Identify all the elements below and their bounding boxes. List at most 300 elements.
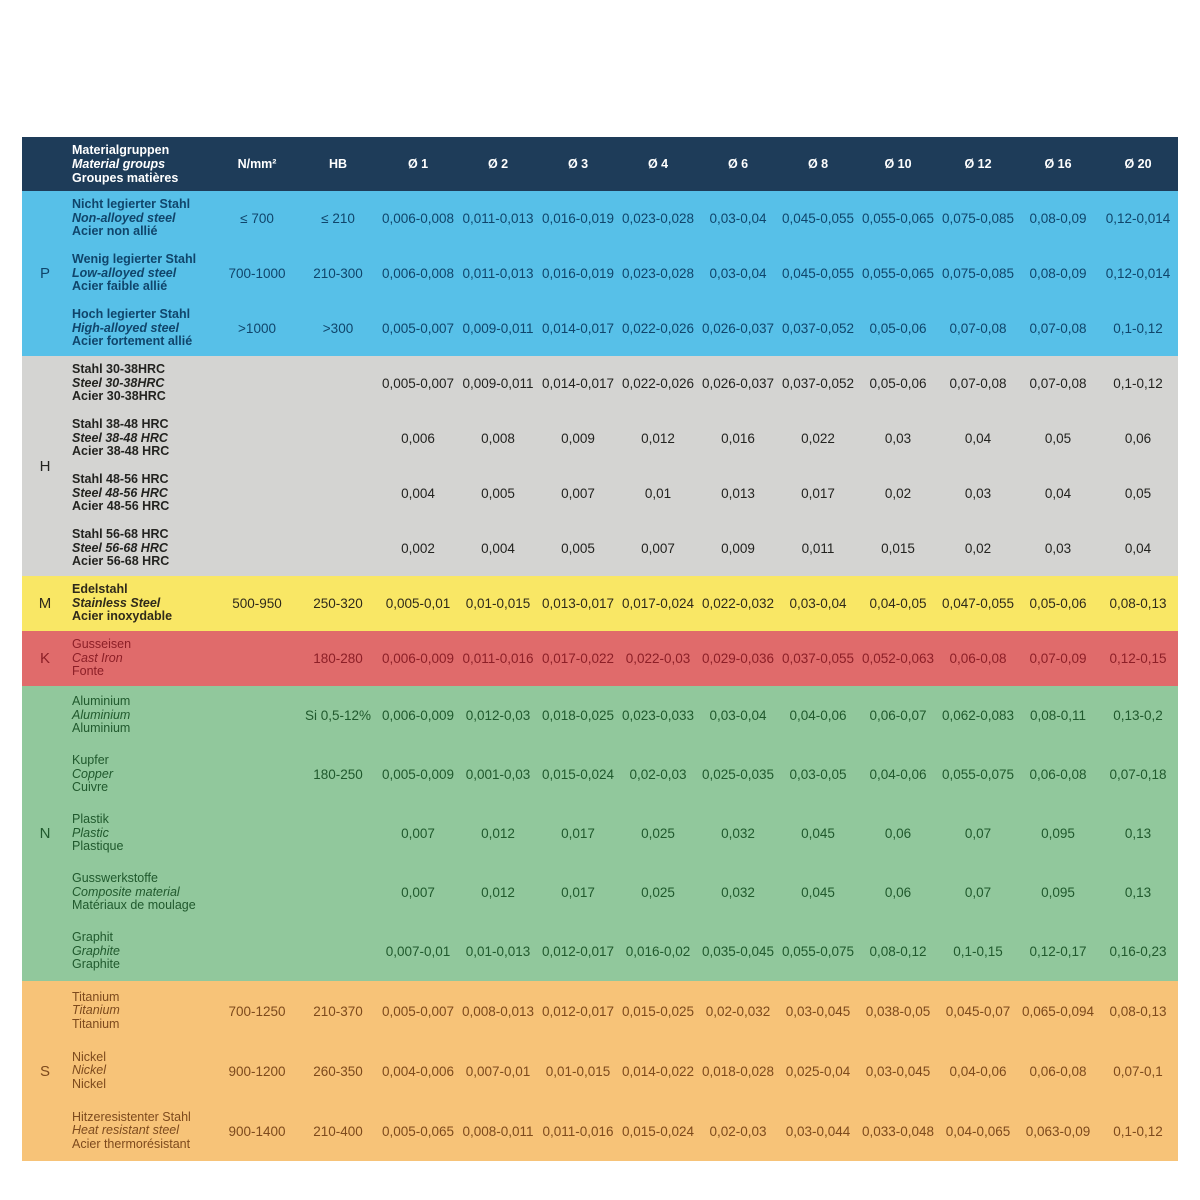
material-label [68, 521, 216, 576]
value-cell: 210-400 [313, 1123, 363, 1139]
value-cell: 0,025-0,035 [701, 767, 775, 782]
section-letter: H [39, 457, 51, 475]
value-cell: 0,005-0,009 [381, 767, 455, 782]
value-cell [298, 356, 378, 411]
value-cell: 0,011-0,016 [462, 651, 534, 666]
value-cell: 0,022-0,03 [625, 651, 691, 666]
value-cell: 0,037-0,052 [781, 376, 855, 391]
value-cell [298, 466, 378, 521]
value-cell: 0,017-0,022 [541, 651, 615, 666]
value-cell: 0,006-0,008 [381, 211, 455, 226]
value-cell: 0,005 [561, 541, 595, 556]
material-label [68, 804, 216, 863]
value-cell: 0,016-0,019 [541, 266, 615, 281]
value-cell: 0,075-0,085 [941, 211, 1015, 226]
value-cell: 0,009-0,011 [462, 376, 534, 391]
value-cell: 0,013-0,017 [541, 596, 615, 611]
table-body [22, 191, 1178, 1161]
value-cell: 0,005-0,01 [385, 596, 451, 611]
value-cell: 0,017 [561, 885, 595, 900]
column-header: Ø 10 [858, 137, 938, 191]
value-cell: 0,008-0,013 [461, 1003, 535, 1019]
value-cell: 0,07-0,18 [1109, 767, 1167, 782]
value-cell: 0,006-0,009 [381, 651, 455, 666]
material-label-en: Nickel [72, 1063, 107, 1078]
value-cell: 0,1-0,12 [1113, 321, 1163, 336]
value-cell: 0,005-0,007 [381, 321, 455, 336]
value-cell: 0,011-0,016 [542, 1123, 614, 1139]
material-label-de: Titanium [72, 989, 120, 1004]
column-header: Ø 20 [1098, 137, 1178, 191]
value-cell: 0,004-0,006 [381, 1063, 455, 1079]
value-cell: 0,13 [1124, 885, 1152, 900]
material-label [68, 1041, 216, 1101]
value-cell: 0,023-0,028 [621, 266, 695, 281]
value-cell: 0,025-0,04 [785, 1063, 851, 1079]
material-label-de: Stahl 56-68 HRC [72, 527, 169, 542]
material-label [68, 981, 216, 1041]
material-label-fr: Matériaux de moulage [72, 898, 196, 913]
value-cell: 0,009 [561, 431, 595, 446]
value-cell: 0,02 [884, 486, 912, 501]
material-label-en: Aluminium [72, 707, 131, 722]
value-cell: 0,006-0,009 [381, 708, 455, 723]
section-letter: P [39, 265, 50, 282]
value-cell: 0,011-0,013 [462, 211, 534, 226]
material-label-en: Cast Iron [72, 650, 123, 665]
material-label-fr: Acier thermorésistant [72, 1136, 191, 1151]
material-label-de: Stahl 48-56 HRC [72, 472, 169, 487]
value-cell: 0,08-0,13 [1109, 596, 1167, 611]
value-cell: 0,01 [644, 486, 672, 501]
value-cell: 0,025 [641, 885, 675, 900]
table-row [22, 863, 1178, 922]
value-cell: 0,008 [481, 431, 515, 446]
value-cell: 0,04-0,06 [869, 767, 927, 782]
material-label-de: Gusswerkstoffe [72, 871, 158, 886]
material-label-fr: Acier 30-38HRC [72, 389, 166, 404]
value-cell: 0,02-0,032 [705, 1003, 771, 1019]
value-cell: Si 0,5-12% [304, 708, 372, 723]
table-row [22, 922, 1178, 981]
value-cell: 0,006 [401, 431, 435, 446]
value-cell: 0,022-0,026 [621, 376, 695, 391]
value-cell: 0,04 [1124, 541, 1152, 556]
value-cell: 0,004 [401, 486, 435, 501]
value-cell: 900-1200 [228, 1063, 286, 1079]
section-letter: M [38, 595, 52, 612]
material-label-en: Stainless Steel [72, 595, 161, 610]
value-cell: 0,05-0,06 [1029, 596, 1087, 611]
value-cell: 0,023-0,028 [621, 211, 695, 226]
material-label-de: Aluminium [72, 694, 131, 709]
value-cell: 0,008-0,011 [462, 1123, 534, 1139]
value-cell: 0,032 [721, 885, 755, 900]
table-row [22, 804, 1178, 863]
value-cell: 0,06 [884, 885, 912, 900]
value-cell: 0,03 [1044, 541, 1072, 556]
value-cell: 0,022-0,026 [621, 321, 695, 336]
column-header: Ø 6 [698, 137, 778, 191]
value-cell: 0,005-0,065 [381, 1123, 455, 1139]
value-cell: 0,012-0,017 [541, 944, 615, 959]
material-label-de: Nicht legierter Stahl [72, 197, 191, 212]
value-cell: 0,007 [561, 486, 595, 501]
material-label-fr: Acier non allié [72, 224, 158, 239]
column-header: Ø 2 [458, 137, 538, 191]
value-cell: 0,009 [721, 541, 755, 556]
value-cell [298, 411, 378, 466]
value-cell [216, 745, 298, 804]
value-cell: 0,014-0,017 [541, 376, 615, 391]
material-label-de: Stahl 30-38HRC [72, 362, 166, 377]
material-groups-header-en: Material groups [72, 157, 166, 171]
column-header: Ø 3 [538, 137, 618, 191]
column-header: Ø 1 [378, 137, 458, 191]
value-cell: 0,025 [641, 826, 675, 841]
table-row [22, 521, 1178, 576]
value-cell: 0,03-0,04 [789, 596, 847, 611]
value-cell: 0,12-0,014 [1105, 211, 1171, 226]
material-label-fr: Acier fortement allié [72, 334, 193, 349]
value-cell: 0,07-0,08 [949, 376, 1007, 391]
material-label [68, 411, 216, 466]
table-row [22, 981, 1178, 1041]
material-label-de: Gusseisen [72, 637, 132, 652]
value-cell: 0,011 [801, 541, 835, 556]
feed-rate-table [22, 137, 1178, 1161]
material-label [68, 631, 216, 686]
value-cell: 0,04-0,065 [945, 1123, 1011, 1139]
material-label-en: Titanium [72, 1003, 120, 1018]
material-groups-header [22, 137, 216, 191]
value-cell: 0,12-0,15 [1109, 651, 1167, 666]
material-label [68, 301, 216, 356]
material-label-en: Composite material [72, 884, 180, 899]
value-cell: 0,001-0,03 [465, 767, 531, 782]
value-cell: 0,037-0,052 [781, 321, 855, 336]
value-cell: 0,08-0,12 [869, 944, 927, 959]
value-cell [216, 631, 298, 686]
material-label [68, 576, 216, 631]
value-cell: 0,012 [481, 885, 515, 900]
column-header: Ø 16 [1018, 137, 1098, 191]
value-cell: 0,06-0,08 [949, 651, 1007, 666]
value-cell: 0,05 [1044, 431, 1072, 446]
value-cell: 0,07-0,1 [1113, 1063, 1163, 1079]
value-cell: 0,035-0,045 [701, 944, 775, 959]
value-cell: 0,04-0,06 [949, 1063, 1007, 1079]
value-cell: 0,002 [401, 541, 435, 556]
value-cell: 0,07-0,08 [949, 321, 1007, 336]
value-cell: 0,08-0,11 [1029, 708, 1087, 723]
value-cell: 0,047-0,055 [941, 596, 1015, 611]
value-cell: 0,01-0,015 [465, 596, 531, 611]
value-cell: 0,018-0,028 [701, 1063, 775, 1079]
value-cell: 0,007 [401, 826, 435, 841]
table-row [22, 411, 1178, 466]
material-label [68, 686, 216, 745]
material-label-en: Copper [72, 766, 113, 781]
value-cell [216, 356, 298, 411]
table-header [22, 137, 1178, 191]
value-cell: 0,011-0,013 [462, 266, 534, 281]
material-label-fr: Aluminium [72, 721, 131, 736]
material-label-en: Steel 38-48 HRC [72, 430, 168, 445]
material-label-de: Nickel [72, 1049, 107, 1064]
value-cell: 0,005-0,007 [381, 1003, 455, 1019]
value-cell: 0,018-0,025 [541, 708, 615, 723]
column-header: N/mm² [216, 137, 298, 191]
value-cell: 0,014-0,022 [621, 1063, 695, 1079]
material-groups-header-de: Materialgruppen [72, 143, 170, 157]
value-cell: 0,095 [1041, 885, 1075, 900]
value-cell: 0,08-0,13 [1109, 1003, 1167, 1019]
value-cell: 0,03-0,045 [785, 1003, 851, 1019]
value-cell: 0,015 [881, 541, 915, 556]
value-cell [216, 466, 298, 521]
value-cell: 0,007 [641, 541, 675, 556]
material-label-fr: Plastique [72, 839, 124, 854]
value-cell [298, 922, 378, 981]
value-cell: 0,02 [964, 541, 992, 556]
value-cell: 0,03-0,045 [865, 1063, 931, 1079]
section-letter: K [39, 650, 50, 667]
value-cell: 0,03-0,04 [709, 708, 767, 723]
value-cell: 0,13 [1124, 826, 1152, 841]
material-label [68, 863, 216, 922]
value-cell: 0,063-0,09 [1025, 1123, 1091, 1139]
material-label-fr: Fonte [72, 664, 104, 679]
table-row [22, 1101, 1178, 1161]
value-cell: 0,07-0,09 [1029, 651, 1087, 666]
value-cell: 0,13-0,2 [1113, 708, 1163, 723]
column-header: Ø 4 [618, 137, 698, 191]
value-cell: 0,015-0,025 [621, 1003, 695, 1019]
value-cell: 0,01-0,015 [545, 1063, 611, 1079]
value-cell: 0,07-0,08 [1029, 376, 1087, 391]
value-cell: 0,03-0,044 [785, 1123, 851, 1139]
material-label-fr: Graphite [72, 957, 120, 972]
table-row [22, 356, 1178, 411]
value-cell: 500-950 [232, 596, 282, 611]
value-cell: 0,065-0,094 [1021, 1003, 1095, 1019]
material-label [68, 191, 216, 246]
value-cell: 0,017-0,024 [621, 596, 695, 611]
value-cell: 0,055-0,075 [941, 767, 1015, 782]
material-label-fr: Cuivre [72, 780, 109, 795]
value-cell: 0,045 [801, 826, 835, 841]
value-cell: 0,016-0,019 [541, 211, 615, 226]
value-cell: 0,009-0,011 [462, 321, 534, 336]
value-cell: 700-1250 [228, 1003, 286, 1019]
value-cell: 0,03-0,04 [709, 266, 767, 281]
value-cell: 0,16-0,23 [1109, 944, 1167, 959]
value-cell: 0,06 [884, 826, 912, 841]
value-cell: 0,02-0,03 [709, 1123, 767, 1139]
value-cell [298, 863, 378, 922]
material-label-fr: Acier inoxydable [72, 609, 173, 624]
value-cell: 0,1-0,12 [1113, 1123, 1163, 1139]
value-cell: 0,06 [1124, 431, 1152, 446]
material-label-en: Non-alloyed steel [72, 210, 176, 225]
value-cell: 180-250 [313, 767, 363, 782]
value-cell: 0,02-0,03 [629, 767, 687, 782]
value-cell: 0,007-0,01 [465, 1063, 531, 1079]
material-label-fr: Acier faible allié [72, 279, 168, 294]
value-cell: 0,095 [1041, 826, 1075, 841]
value-cell [298, 804, 378, 863]
value-cell: ≤ 700 [240, 211, 274, 226]
table-row [22, 191, 1178, 246]
value-cell: 0,033-0,048 [861, 1123, 935, 1139]
value-cell: 0,04 [964, 431, 992, 446]
material-label [68, 745, 216, 804]
value-cell: 0,075-0,085 [941, 266, 1015, 281]
value-cell: 0,062-0,083 [941, 708, 1015, 723]
value-cell: 0,03-0,04 [709, 211, 767, 226]
material-label-de: Plastik [72, 812, 109, 827]
material-groups-header-fr: Groupes matières [72, 171, 179, 185]
section-letter: N [39, 825, 51, 842]
value-cell [216, 922, 298, 981]
value-cell: 0,013 [721, 486, 755, 501]
value-cell: 0,01-0,013 [465, 944, 531, 959]
material-label-de: Graphit [72, 930, 113, 945]
material-label-fr: Nickel [72, 1076, 107, 1091]
value-cell: 0,05 [1124, 486, 1152, 501]
material-label-fr: Acier 56-68 HRC [72, 554, 170, 569]
value-cell: 250-320 [313, 596, 363, 611]
value-cell: 0,03-0,05 [789, 767, 847, 782]
value-cell: 0,038-0,05 [865, 1003, 931, 1019]
header-row [22, 137, 1178, 191]
value-cell: 0,06-0,08 [1029, 1063, 1087, 1079]
value-cell: 0,045-0,055 [781, 266, 855, 281]
material-label-de: Kupfer [72, 753, 109, 768]
material-label [68, 356, 216, 411]
value-cell: 0,012 [641, 431, 675, 446]
value-cell: 210-370 [313, 1003, 363, 1019]
value-cell: 0,045-0,07 [945, 1003, 1011, 1019]
material-label [68, 922, 216, 981]
value-cell: 0,006-0,008 [381, 266, 455, 281]
value-cell [216, 863, 298, 922]
material-label [68, 1101, 216, 1161]
value-cell: 0,017 [801, 486, 835, 501]
value-cell: 0,05-0,06 [869, 376, 927, 391]
material-label-fr: Acier 48-56 HRC [72, 499, 170, 514]
value-cell: 0,055-0,065 [861, 211, 935, 226]
value-cell [298, 521, 378, 576]
value-cell: 0,1-0,15 [953, 944, 1003, 959]
value-cell: 0,005 [481, 486, 515, 501]
value-cell: 0,026-0,037 [701, 321, 775, 336]
value-cell: 0,06-0,07 [869, 708, 927, 723]
value-cell: 0,023-0,033 [621, 708, 695, 723]
value-cell: 0,017 [561, 826, 595, 841]
value-cell: 0,026-0,037 [701, 376, 775, 391]
material-label [68, 466, 216, 521]
value-cell: >300 [322, 321, 354, 336]
material-label [68, 246, 216, 301]
value-cell: 0,016 [721, 431, 755, 446]
value-cell: 0,1-0,12 [1113, 376, 1163, 391]
value-cell: 0,08-0,09 [1029, 266, 1087, 281]
column-header: Ø 12 [938, 137, 1018, 191]
material-label-de: Stahl 38-48 HRC [72, 417, 169, 432]
value-cell: 0,04-0,05 [869, 596, 927, 611]
value-cell: 0,029-0,036 [701, 651, 775, 666]
material-label-en: Steel 30-38HRC [72, 375, 165, 390]
value-cell: 180-280 [313, 651, 363, 666]
section-letter: S [39, 1062, 50, 1080]
value-cell: 0,03 [884, 431, 912, 446]
value-cell: 0,045 [801, 885, 835, 900]
value-cell [216, 804, 298, 863]
value-cell: ≤ 210 [321, 211, 355, 226]
value-cell: 0,06-0,08 [1029, 767, 1087, 782]
material-label-de: Hitzeresistenter Stahl [72, 1109, 191, 1124]
value-cell: >1000 [238, 321, 276, 336]
table-row [22, 576, 1178, 631]
material-label-en: Graphite [72, 943, 120, 958]
value-cell: 0,004 [481, 541, 515, 556]
value-cell: 0,007-0,01 [385, 944, 451, 959]
material-label-en: Steel 56-68 HRC [72, 540, 168, 555]
value-cell: 0,012 [481, 826, 515, 841]
value-cell: 0,022 [801, 431, 835, 446]
material-label-en: Steel 48-56 HRC [72, 485, 168, 500]
table-row [22, 686, 1178, 745]
material-label-en: Plastic [72, 825, 109, 840]
material-label-en: High-alloyed steel [72, 320, 179, 335]
material-label-fr: Acier 38-48 HRC [72, 444, 170, 459]
value-cell: 0,12-0,014 [1105, 266, 1171, 281]
value-cell: 0,014-0,017 [541, 321, 615, 336]
value-cell [216, 686, 298, 745]
value-cell: 0,022-0,032 [701, 596, 775, 611]
value-cell: 700-1000 [228, 266, 286, 281]
value-cell: 0,012-0,03 [465, 708, 531, 723]
value-cell: 0,015-0,024 [621, 1123, 695, 1139]
value-cell: 260-350 [313, 1063, 363, 1079]
value-cell [216, 411, 298, 466]
value-cell: 0,07-0,08 [1029, 321, 1087, 336]
value-cell: 0,07 [964, 826, 992, 841]
value-cell: 0,045-0,055 [781, 211, 855, 226]
value-cell: 0,08-0,09 [1029, 211, 1087, 226]
table-row [22, 301, 1178, 356]
value-cell: 0,015-0,024 [541, 767, 615, 782]
value-cell: 0,016-0,02 [625, 944, 691, 959]
value-cell: 900-1400 [228, 1123, 286, 1139]
column-header: HB [298, 137, 378, 191]
column-header: Ø 8 [778, 137, 858, 191]
value-cell: 0,055-0,075 [781, 944, 855, 959]
material-label-en: Heat resistant steel [72, 1123, 179, 1138]
table-row [22, 466, 1178, 521]
value-cell: 0,03 [964, 486, 992, 501]
value-cell: 0,012-0,017 [541, 1003, 615, 1019]
material-label-en: Low-alloyed steel [72, 265, 177, 280]
table-row [22, 246, 1178, 301]
material-label-de: Hoch legierter Stahl [72, 307, 191, 322]
value-cell [216, 521, 298, 576]
value-cell: 0,04 [1044, 486, 1072, 501]
table-row [22, 745, 1178, 804]
value-cell: 0,04-0,06 [789, 708, 847, 723]
